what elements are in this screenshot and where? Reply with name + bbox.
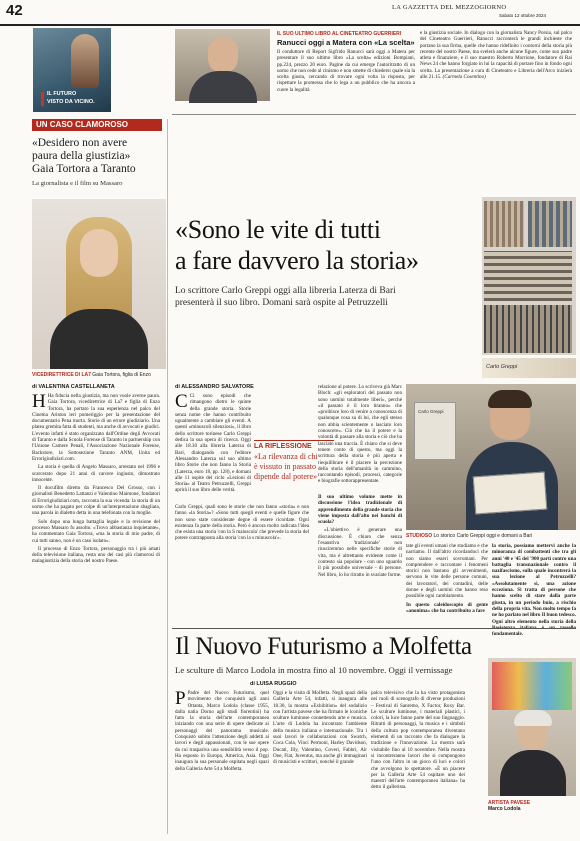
main-subhead-line-2: presenterà il suo libro. Domani sarà ospite al Petruzzelli [175,298,388,308]
sidebar-caption-label: VICEDIRETTRICE DI LA7 [32,372,91,378]
futurismo-dropcap: P [175,688,186,709]
main-dropcap: C [175,391,188,412]
dropcap: H [32,391,46,412]
main-col-1-qa: Carlo Greppi, quali sono le storie che non fanno «storia» e non fanno «la Storia»? «Sono tutti quegli eventi e quelle figure che non sono state considerate degne di essere ricordate. Ogni esistenza fa parte della storia. Però è ancora molto radicata l'idea che esista una storia 'con la S maiuscola' che prevede la storia del potere contrapposta alla storia 'con la s minuscola'». [175,504,309,542]
lodola-artwork [492,662,572,710]
pull-quote-line-1: «La rilevanza di chi [254,452,318,461]
top-story-body-left: Il conduttore di Report Sigfrido Ranucci sarà oggi a Matera per presentare il suo ultimo libro «La scelta» edizioni Bompiani, pp.224, prezzo 20 euro. Pagine da cui emerge l'autoritratto di un uomo che non cede al cinismo e non smette di chiedersi quale sia la scelta giusta, cercando di trovare ogni volta la risposta, per rispettare la promessa che lo lega a un pubblico che ha ancora a cuore la legalità [277,49,415,93]
greppi-portrait-strip [482,358,576,378]
sidebar-photo-caption [32,372,172,378]
main-headline-line-1: «Sono le vite di tutti [175,215,381,244]
greppi-portrait-caption: Carlo Greppi [486,364,518,370]
futurismo-subhead: Le sculture di Marco Lodola in mostra fino al 10 novembre. Oggi il vernissage [175,665,453,675]
shelf-block-4 [484,305,572,353]
futurismo-col-1 [175,690,269,835]
shelf-block-1 [484,201,524,247]
sidebar-subhead: La giornalista e il film su Massaro [32,180,123,187]
shelf-block-3 [484,251,572,301]
ad-figure [71,34,99,88]
sidebar-paragraph-2: La storia è quella di Angelo Massaro, arrestato nel 1996 e scarcerato dopo 21 anni di carcere ingiusto, dimostrato innocente. [32,464,160,483]
main-col-2-text: relazione al potere. Lo scriveva già Marc Bloch: «gli esploratori del passato non sono uomini totalmente liberi», perché «il passato è il loro tiranno» che «proibisce loro di venire a conoscenza di qualunque cosa su di lui, che egli stesso non abbia scientemente o lasciato loro conoscere». Ciò che ha il potere e la volontà di passare alla storia e ciò che ha lasciato una traccia. È chiaro che si deve tenere conto di questo, ma oggi la scrittura della storia è più aperta e riequilibrare è il piacere la percezione della storia dell'umanità in cammino, raccontando episodi, processi, categorie e biografie sottorappresentate. [318,384,402,485]
masthead-rule [0,24,580,26]
main-headline-line-2: a fare davvero la storia» [175,246,419,275]
main-col-2 [318,384,402,494]
futurismo-col-3: palco televisivo che la ha visto protagonista nei ruoli di scenografo di diverse produzioni – Festival di Sanremo, X Factor, Roxy Bar. Le sculture luminose, i materiali plastici, i colori, la luce fanno parte del suo linguaggio. Ritratti di personaggi, la musica e i simboli della cultura pop contemporanea diventano elementi di un racconto che fa dialogare la tradizione e l'innovazione. La mostra sarà visitabile fino al 10 novembre. Nella mostra si incontreranno lavori che si compongono l'uno con l'altro in un gioco di luci e colori che avvolgono lo spettatore. «È un piacere per la Galleria Arte 54 ospitare uno dei maestri dell'arte contemporanea italiana» ha detto il gallerista. [371,690,465,791]
advertisement [33,28,111,112]
lodola-photo [488,658,576,796]
main-byline: di ALESSANDRO SALVATORE [175,384,254,390]
main-headline [175,214,475,276]
sidebar-paragraph-1: H Ha fiducia nella giustizia, ma non vuole averne paura. Gaia Tortora, vicedirettrice di La7 e figlia di Enzo Tortora, ha portato la sua esperienza nel palco del Cinema Ariston ieri pomeriggio per la presentazione del documentario Pena morta. Storie di un errore giudiziario. Una platea gremita fatta di studenti, ma anche di avvocati e giudici. L'evento infatti è stato organizzato dall'Ordine degli Avvocati di Taranto e dalla Scuola Forense di Taranto in partnership con l'Unione Camere Penali, l'Associazione Nazionale Forense, Backstore, la Sottosezione Taranto ANM, Unita ed Errorigiudiziari.com. [32,391,160,462]
sidebar-paragraph-4: Solo dopo una lunga battaglia legale e la revisione del processo Massaro fu assolto. «Trovo abbastanza inquietante», ha commentato Gaia Tortora, «ma la storia di mio padre, di cui tutti sanno, non è un caso isolato». [32,518,160,544]
greppi-photo [406,384,576,530]
top-story-kicker: IL SUO ULTIMO LIBRO AL CINETEATRO GUERRIERI [277,31,402,37]
lodola-photo-caption [488,800,576,812]
bookshelf-photo [482,197,576,355]
futurismo-col-2: Oggi e la visita di Molfetta. Negli spazi della Galleria Arte 54, infatti, si inaugura alle 18.30, la mostra «Exhibition» del sodalizio con l'artista pavese che ha firmato le iconiche sculture luminose connettendo arte e musica. L'arte di Lodola ha incontrato l'ambiente della musica italiana e internazionale. Tra i suoi lavori le collaborazioni con Swatch, Coca Cola, Vinci Permoni, Harley Davidson, Ducati, Illy, Valentino, Coveri, Fabbri, Air One, Fiat, Juventus, ma anche gli immaginari di musicisti e scrittori, nonché il grande [273,690,367,766]
greppi-caption-label: STUDIOSO [406,533,433,539]
main-col-3-text: tate gli eventi umani che studiamo e che narriamo. Il dall'altro ricordandoci che non siamo esseri sovrumani. Per comprendere e raccontare i fenomeni storici non bastano gli avvenimenti, servono le vite delle persone comuni, dei lavoratori, dei contadini, delle donne e degli uomini che hanno reso possibile ogni cambiamento. [406,543,488,600]
main-subhead-line-1: Lo scrittore Carlo Greppi oggi alla libreria Laterza di Bari [175,286,396,296]
pull-quote-line-2: è vissuto in passato [254,462,316,471]
sidebar-caption-text: Gaia Tortora, figlia di Enzo [92,372,151,378]
ad-line-1: IL FUTURO [47,91,77,97]
sidebar-headline [32,137,162,176]
ad-accent-bar [41,92,44,106]
top-story-rule [172,114,576,115]
sidebar-kicker: UN CASO CLAMOROSO [32,119,162,131]
sidebar-body [32,393,160,831]
top-story-headline: Ranucci oggi a Matera con «La scelta» [277,38,415,47]
main-col-3-question: In questo caleidoscopio di gente «anonima» che ha contribuito a fare [406,601,488,614]
main-col-2-question: Il suo ultimo volume mette in discussione l'idea tradizionale di apprendimento della grande storia che viene imposta dall'alto nei banchi di scuola? [318,494,402,526]
sidebar-headline-line-3: Gaia Tortora a Taranto [32,163,136,175]
top-story-signature: (Carmela Cosentino) [442,74,486,81]
futurismo-headline: Il Nuovo Futurismo a Molfetta [175,633,472,660]
sidebar-headline-line-1: «Desidero non avere [32,137,128,149]
book-cover [414,402,456,460]
pull-quote-kicker: LA RIFLESSIONE [254,440,334,450]
ranucci-face [208,37,238,73]
sidebar-byline: di VALENTINA CASTELLANETA [32,384,115,390]
lodola-body [500,750,566,796]
lodola-hair [514,710,552,726]
page-number: 42 [6,2,23,19]
sidebar-headline-line-2: paura della giustizia» [32,150,131,162]
futurismo-byline: di LUISA RUGGIO [250,681,297,687]
page-date: Sabato 12 ottobre 2024 [499,13,547,18]
paper-name: LA GAZZETTA DEL MEZZOGIORNO [392,4,507,11]
lodola-caption-label: ARTISTA PAVESE [488,800,531,806]
book-cover-title: Carlo Greppi [418,409,444,414]
main-col-2-answer: «L'obiettivo è generare una discussione. È chiaro che senza l'esaustiva 'tradizionale' non riusciremmo nelle specifiche storie di vita, ma è altrettanto evidente come il contesto sia popolare - con uno sguardo il più possibile universale - di persone. Nel libro, lo ho ritratto in svariate forme. [318,527,402,578]
main-col-3 [406,543,488,623]
main-col-4 [492,543,576,638]
main-col-1-text: C Ci sono episodi che rimangono dietro le quinte della grande storia. Storie senza nome che hanno contribuito ugualmente a cambiare gli eventi. A questi «minuscoli silenziosi», il libro dello scrittore torinese Carlo Greppi dedica la sua opera di ricerca. Oggi alle 18.30 alla libreria Laterza di Bari, dialogando con l'editore Alessandro Laterza sul suo ultimo libro Storie che non fanno la Storia (Laterza, euro 18, pp. 128), e domani alle 11 ospite del ciclo «Lezioni di Storia» al Teatro Petruzzelli, Greppi aprirà il suo libro delle verità. [175,391,251,494]
sidebar-divider [167,119,168,834]
pull-quote-line-3: dipende dal potere» [254,472,318,481]
greppi-photo-caption [406,533,576,539]
ranucci-photo [175,29,270,101]
reading-book [473,472,547,515]
section-rule [172,628,576,629]
sidebar-paragraph-5: Il processo di Enzo Tortora, personaggio tra i più amati della televisione italiana, resta uno dei casi più clamorosi di malagiustizia della storia del nostro Paese. [32,545,160,565]
main-subhead [175,285,475,309]
top-story-body-right [420,30,572,108]
lodola-caption-text: Marco Lodola [488,806,521,812]
photo-shoulders [50,309,148,369]
sidebar-paragraph-3: Il docufilm diretto da Francesco Del Grosso, con i giornalisti Benedetto Lattanzi e Valentino Maimone, fondatori di Errorigiudiziari.com, racconta la sua vicenda: la storia di un uomo che ha pagato per colpe di un'interpretazione sbagliata, una parola in dialetto detta in una telefonata con la moglie. [32,485,160,517]
ad-line-2: VISTO DA VICINO. [47,99,95,105]
shelf-block-2 [528,201,572,247]
ranucci-body [189,71,257,103]
photo-face [80,229,118,277]
gaia-tortora-photo [32,199,166,369]
futurismo-col-1-text: P Padre del Nuovo Futurismo, quel movimento che conquistò agli anni Ottanta, Marco Lodola (classe 1955, dalla natìa Dorno agli studi fiorentini) ha fatto la storia dell'arte contemporanea iniziando con una serie di opere dedicate ai personaggi del panorama musicale. Conquistò subito l'attenzione degli addetti ai lavori e degli appassionati, con le sue opere da cui traspariva una sensibilità verso il pop. Ha esposto in Europa, America, Asia. Oggi inaugura la sua personale ospitata negli spazi della Galleria Arte 54 a Molfetta. [175,688,269,772]
main-col-4-text: la storia, possiamo mettervi anche la minoranza di combattenti che tra gli anni '40 e '45 del '900 partì contro una battaglia transnazionale contro il nazifascismo, sulla quale incontrerà la sua lezione al Petruzzelli? «Assolutamente sì, una azione ecceziona. Si tratta di persone che hanno scelto di stare dalla parte giusta, in un periodo buio, a rischio della propria vita. Non molto tempo fa ne ho parlato nel libro Il buon tedesco. Ogni altro elemento nella storia della fondamentale. [492,543,576,638]
main-col-2-qa [318,494,402,624]
top-story-body-right-text: e la giustizia sociale. In dialogo con la giornalista Nancy Porsia, sul palco del Cineteatro Guerrieri, Ranucci racconterà le grandi inchieste che portano la sua firma, quelle che hanno ridefinito i contorni della storia più recente del nostro Paese, ma svelerà anche alcune figure, come suo padre atleta e finanziere, e il suo maestro Roberto Morrione, fondatore di Rai News 24 che hanno forgiato in lui la capacità di portare fino in fondo ogni scelta. La presentazione a cura di Cineteatro e Libreria dell'Arco inizierà alle 21.15. [420,30,572,81]
greppi-caption-text: Lo storico Carlo Greppi oggi e domani a Bari [433,533,533,539]
greppi-hair [488,390,532,408]
